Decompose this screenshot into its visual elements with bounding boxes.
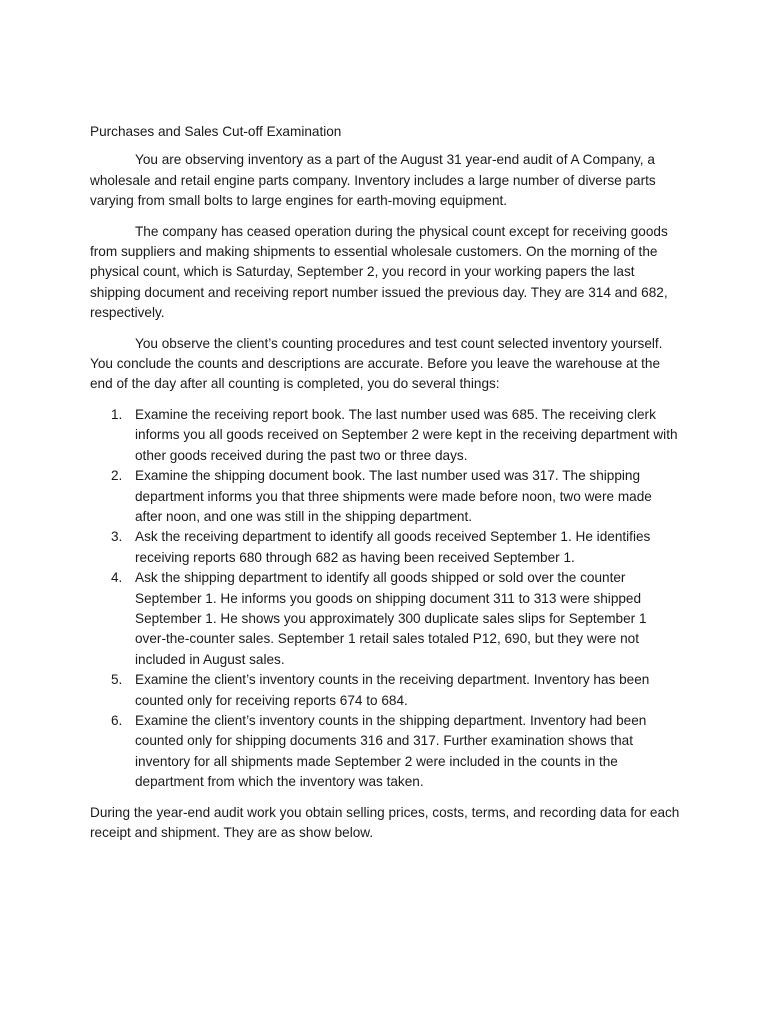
operations-paragraph: The company has ceased operation during the physical count except for receiving goods from suppliers and making shipments to essential wholesale customers. On the morning of the physical count, which is Saturday, September 2, you record in your working papers the last shipping document and receiving report number issued the previous day. They are 314 and 682, respectively.: [90, 223, 668, 321]
observation-paragraph: You observe the client’s counting procedures and test count selected inventory yourself. You conclude the counts and descriptions are accurate. Before you leave the warehouse at the end of the day after all counting is completed, you do several things:: [90, 335, 663, 392]
list-item-number: 1.: [111, 406, 123, 422]
closing-paragraph: During the year-end audit work you obtain selling prices, costs, terms, and recording data for each receipt and shipment. They are as show below.: [90, 804, 680, 840]
intro-paragraph: You are observing inventory as a part of the August 31 year-end audit of A Company, a wholesale and retail engine parts company. Inventory includes a large number of diverse parts varying from small bolts to large engines for earth-moving equipment.: [90, 152, 656, 209]
list-item: [111, 405, 680, 466]
list-item: [111, 527, 680, 568]
list-item: [111, 670, 680, 711]
list-item-number: 2.: [111, 468, 123, 484]
list-item-text: Ask the shipping department to identify all goods shipped or sold over the counter September 1. He informs you goods on shipping document 311 to 313 were shipped September 1. He shows you approximately 300 duplicate sales slips for September 1 over-the-counter sales. September 1 retail sales totaled P12, 690, but they were not included in August sales.: [135, 570, 647, 667]
list-item-text: Examine the shipping document book. The last number used was 317. The shipping department informs you that three shipments were made before noon, two were made after noon, and one was still in the shipping department.: [135, 468, 652, 524]
document-body: [90, 122, 680, 853]
document-title: Purchases and Sales Cut-off Examination: [90, 124, 342, 139]
list-item-text: Examine the client’s inventory counts in the shipping department. Inventory had been counted only for shipping documents 316 and 317. Further examination shows that inventory for all shipments made September 2 were included in the counts in the department from which the inventory was taken.: [135, 712, 647, 790]
list-item-number: 6.: [111, 712, 123, 728]
list-item-number: 5.: [111, 672, 123, 688]
list-item: [111, 568, 680, 670]
list-item: [111, 711, 680, 793]
list-item-text: Ask the receiving department to identify all goods received September 1. He identifies receiving reports 680 through 682 as having been received September 1.: [135, 529, 651, 565]
list-item-text: Examine the client’s inventory counts in the receiving department. Inventory has been counted only for receiving reports 674 to 684.: [135, 672, 650, 708]
list-item-number: 3.: [111, 529, 123, 545]
list-item-text: Examine the receiving report book. The last number used was 685. The receiving clerk informs you all goods received on September 2 were kept in the receiving department with other goods received during the past two or three days.: [135, 406, 678, 463]
list-item-number: 4.: [111, 570, 123, 586]
list-item: [111, 466, 680, 527]
procedure-list: [90, 405, 680, 793]
